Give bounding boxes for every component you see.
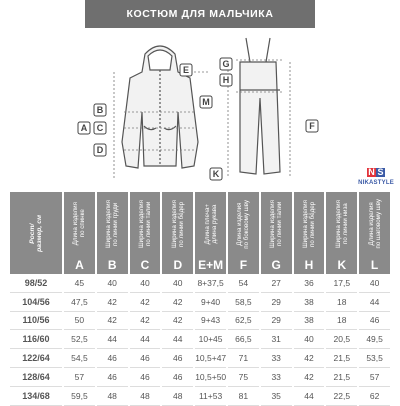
- brand-logo-mark: N S: [368, 167, 384, 177]
- value-cell: 57: [64, 368, 95, 387]
- value-cell: 54,5: [64, 349, 95, 368]
- value-cell: 48: [97, 387, 128, 406]
- column-desc: Длина изделия по боковому шву: [228, 192, 259, 256]
- value-cell: 38: [294, 312, 325, 331]
- size-cell: 104/56: [10, 293, 62, 312]
- label-c: C: [96, 123, 104, 133]
- value-cell: 66,5: [228, 330, 259, 349]
- value-cell: 46: [162, 349, 193, 368]
- value-cell: 18: [326, 312, 357, 331]
- column-desc: Ширина изделия по линии низа: [326, 192, 357, 256]
- value-cell: 46: [130, 349, 161, 368]
- value-cell: 9+43: [195, 312, 226, 331]
- size-rows: [10, 274, 390, 406]
- label-g: G: [222, 59, 230, 69]
- column-letter: H: [294, 256, 325, 274]
- value-cell: 40: [97, 274, 128, 293]
- size-cell: 110/56: [10, 312, 62, 331]
- value-cell: 10,5+50: [195, 368, 226, 387]
- garment-diagram: [0, 32, 400, 190]
- column-desc: Ширина изделия по линии талии: [130, 192, 161, 256]
- value-cell: 75: [228, 368, 259, 387]
- column-letter: E+M: [195, 256, 226, 274]
- page-title: КОСТЮМ ДЛЯ МАЛЬЧИКА: [85, 0, 315, 28]
- value-cell: 58,5: [228, 293, 259, 312]
- column-letter: C: [130, 256, 161, 274]
- value-cell: 48: [130, 387, 161, 406]
- table-row: [10, 312, 390, 331]
- row-header: Рост/ размер, см: [10, 192, 62, 274]
- value-cell: 33: [261, 368, 292, 387]
- label-k: K: [212, 169, 220, 179]
- table-row: [10, 349, 390, 368]
- value-cell: 36: [294, 274, 325, 293]
- size-cell: 134/68: [10, 387, 62, 406]
- column-desc: Ширина изделия по линии бёдер: [294, 192, 325, 256]
- value-cell: 53,5: [359, 349, 390, 368]
- value-cell: 59,5: [64, 387, 95, 406]
- column-letter: D: [162, 256, 193, 274]
- column-letter: B: [97, 256, 128, 274]
- table-row: [10, 293, 390, 312]
- column-letter: L: [359, 256, 390, 274]
- value-cell: 62,5: [228, 312, 259, 331]
- value-cell: 46: [162, 368, 193, 387]
- value-cell: 33: [261, 349, 292, 368]
- label-b: B: [96, 105, 104, 115]
- value-cell: 44: [130, 330, 161, 349]
- value-cell: 46: [97, 368, 128, 387]
- value-cell: 81: [228, 387, 259, 406]
- value-cell: 45: [64, 274, 95, 293]
- table-letter-row: [10, 256, 390, 274]
- value-cell: 44: [162, 330, 193, 349]
- column-desc: Ширина изделия по линии груди: [97, 192, 128, 256]
- value-cell: 20,5: [326, 330, 357, 349]
- value-cell: 57: [359, 368, 390, 387]
- brand-name: NIKASTYLE: [358, 180, 394, 186]
- size-cell: 98/52: [10, 274, 62, 293]
- value-cell: 11+53: [195, 387, 226, 406]
- value-cell: 38: [294, 293, 325, 312]
- table-row: [10, 330, 390, 349]
- value-cell: 47,5: [64, 293, 95, 312]
- brand-logo: [354, 162, 398, 186]
- value-cell: 17,5: [326, 274, 357, 293]
- label-e: E: [182, 65, 190, 75]
- table-description-row: [10, 192, 390, 256]
- column-desc: Ширина изделия по линии бёдер: [162, 192, 193, 256]
- column-letter: K: [326, 256, 357, 274]
- value-cell: 8+37,5: [195, 274, 226, 293]
- size-cell: 128/64: [10, 368, 62, 387]
- pants-drawing: [240, 38, 280, 174]
- value-cell: 18: [326, 293, 357, 312]
- value-cell: 62: [359, 387, 390, 406]
- value-cell: 27: [261, 274, 292, 293]
- value-cell: 40: [294, 330, 325, 349]
- value-cell: 29: [261, 293, 292, 312]
- value-cell: 44: [97, 330, 128, 349]
- value-cell: 10,5+47: [195, 349, 226, 368]
- value-cell: 46: [359, 312, 390, 331]
- value-cell: 22,5: [326, 387, 357, 406]
- value-cell: 44: [294, 387, 325, 406]
- label-f: F: [309, 121, 315, 131]
- size-cell: 122/64: [10, 349, 62, 368]
- table-row: [10, 274, 390, 293]
- value-cell: 42: [294, 368, 325, 387]
- value-cell: 42: [294, 349, 325, 368]
- value-cell: 42: [130, 293, 161, 312]
- value-cell: 46: [97, 349, 128, 368]
- column-desc: Длина изделия по спинке: [64, 192, 95, 256]
- label-a: A: [80, 123, 88, 133]
- value-cell: 9+40: [195, 293, 226, 312]
- value-cell: 21,5: [326, 349, 357, 368]
- column-desc: Длина плеча+ длина рукава: [195, 192, 226, 256]
- value-cell: 50: [64, 312, 95, 331]
- value-cell: 42: [130, 312, 161, 331]
- value-cell: 42: [97, 312, 128, 331]
- label-d: D: [96, 145, 104, 155]
- value-cell: 10+45: [195, 330, 226, 349]
- size-table: [8, 192, 392, 406]
- column-letter: A: [64, 256, 95, 274]
- value-cell: 31: [261, 330, 292, 349]
- value-cell: 48: [162, 387, 193, 406]
- value-cell: 49,5: [359, 330, 390, 349]
- value-cell: 35: [261, 387, 292, 406]
- value-cell: 42: [97, 293, 128, 312]
- value-cell: 44: [359, 293, 390, 312]
- value-cell: 71: [228, 349, 259, 368]
- value-cell: 42: [162, 312, 193, 331]
- value-cell: 52,5: [64, 330, 95, 349]
- value-cell: 42: [162, 293, 193, 312]
- value-cell: 40: [359, 274, 390, 293]
- label-h: H: [222, 75, 230, 85]
- label-m: M: [202, 97, 210, 107]
- value-cell: 46: [130, 368, 161, 387]
- table-row: [10, 368, 390, 387]
- column-letter: F: [228, 256, 259, 274]
- size-cell: 116/60: [10, 330, 62, 349]
- value-cell: 40: [162, 274, 193, 293]
- value-cell: 21,5: [326, 368, 357, 387]
- column-desc: Длина изделия по шаговому шву: [359, 192, 390, 256]
- column-desc: Ширина изделия по линии талии: [261, 192, 292, 256]
- column-letter: G: [261, 256, 292, 274]
- value-cell: 29: [261, 312, 292, 331]
- table-row: [10, 387, 390, 406]
- value-cell: 40: [130, 274, 161, 293]
- value-cell: 54: [228, 274, 259, 293]
